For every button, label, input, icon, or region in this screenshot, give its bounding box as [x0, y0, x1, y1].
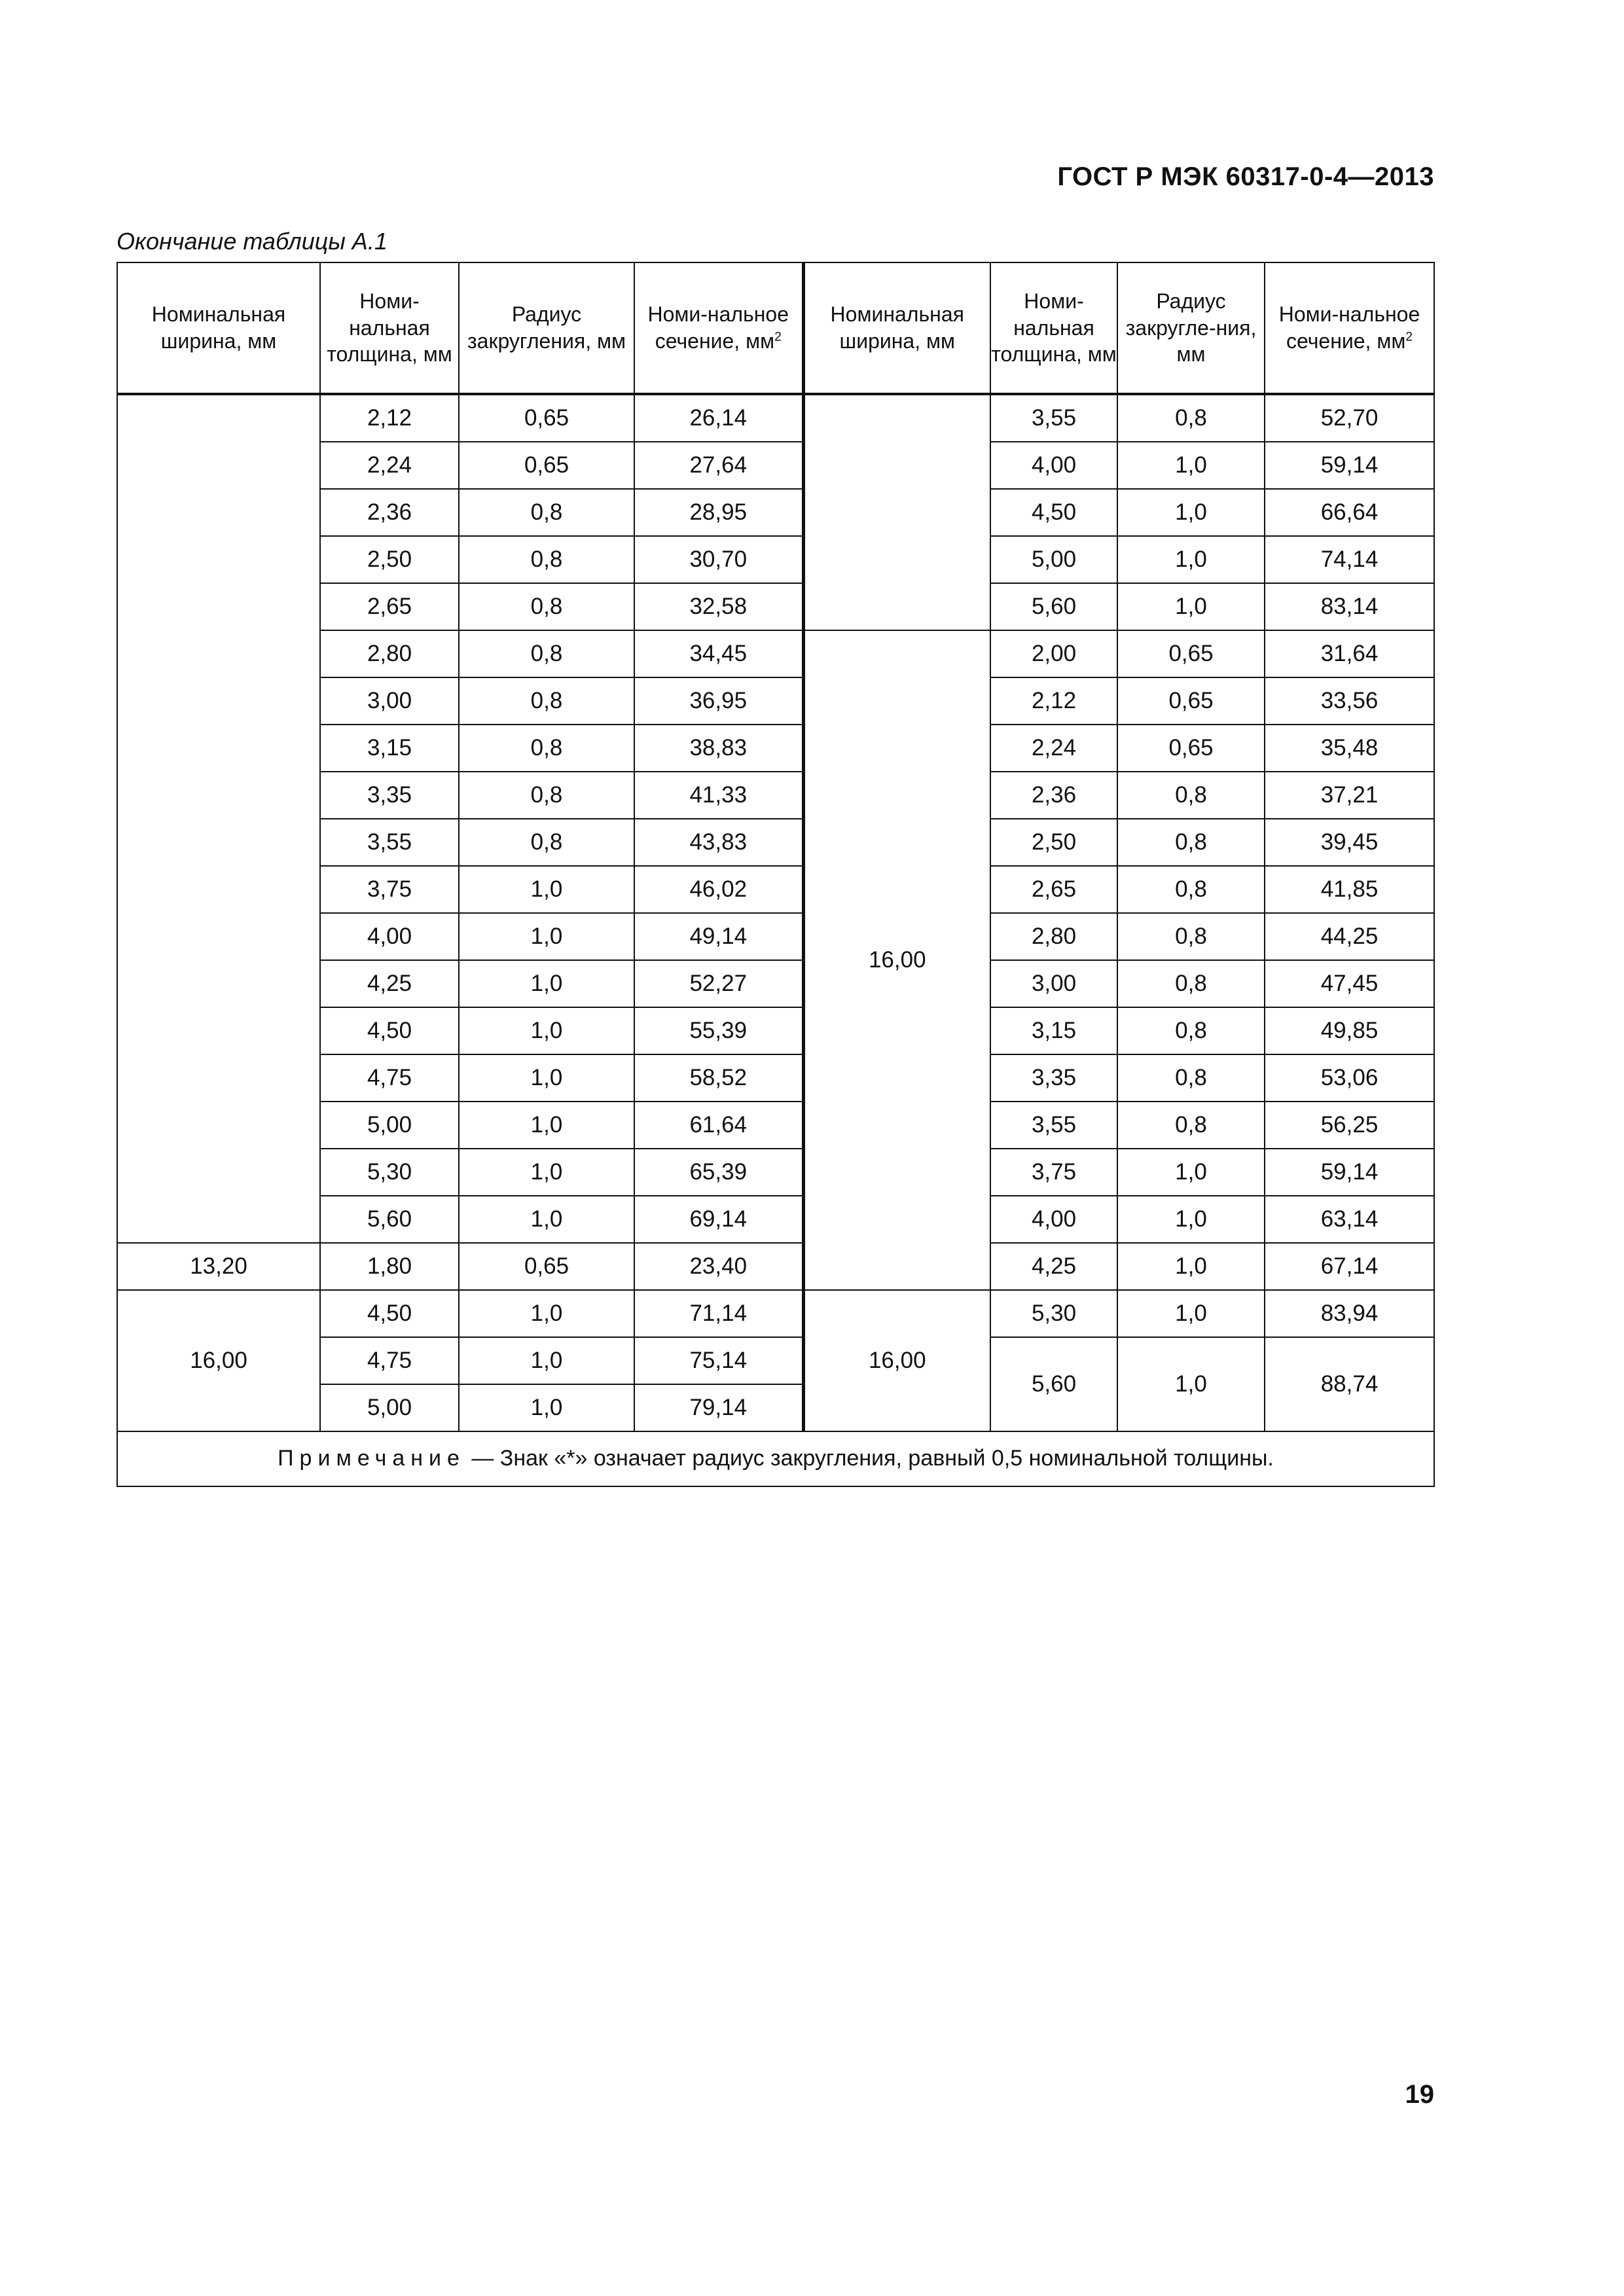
corner-radius-cell: 1,0: [459, 1007, 634, 1054]
nominal-section-cell: 71,14: [634, 1290, 803, 1337]
corner-radius-cell: 0,8: [1117, 866, 1265, 913]
nominal-thickness-cell: 3,15: [320, 725, 459, 772]
nominal-section-cell: 41,85: [1265, 866, 1434, 913]
corner-radius-cell: 0,65: [459, 394, 634, 442]
table-caption: Окончание таблицы А.1: [117, 228, 388, 255]
table-note: [117, 1431, 1434, 1486]
corner-radius-cell: 1,0: [1117, 1290, 1265, 1337]
corner-radius-cell: 1,0: [459, 913, 634, 960]
nominal-section-cell: 61,64: [634, 1102, 803, 1149]
unit-power: 2: [1405, 330, 1413, 344]
corner-radius-cell: 1,0: [459, 1290, 634, 1337]
header-nominal-width-left: Номинальная ширина, мм: [117, 262, 320, 394]
nominal-thickness-cell: 3,55: [320, 819, 459, 866]
nominal-section-cell: 69,14: [634, 1196, 803, 1243]
nominal-thickness-cell: 3,75: [990, 1149, 1117, 1196]
nominal-width-cell: 13,20: [117, 1243, 320, 1290]
nominal-section-cell: 53,06: [1265, 1054, 1434, 1102]
nominal-thickness-cell: 5,60: [990, 583, 1117, 630]
nominal-section-cell: 36,95: [634, 677, 803, 725]
nominal-thickness-cell: 2,65: [320, 583, 459, 630]
nominal-section-cell: 49,14: [634, 913, 803, 960]
nominal-section-cell: 52,70: [1265, 394, 1434, 442]
note-label: Примечание: [278, 1446, 465, 1471]
nominal-thickness-cell: 5,60: [320, 1196, 459, 1243]
header-nominal-thickness-right: Номи-нальная толщина, мм: [990, 262, 1117, 394]
dimensions-table: [117, 262, 1435, 1487]
nominal-thickness-cell: 2,12: [990, 677, 1117, 725]
header-nominal-section-left: [634, 262, 803, 394]
header-nominal-width-right: Номинальная ширина, мм: [803, 262, 990, 394]
header-nominal-thickness-left: Номи-нальная толщина, мм: [320, 262, 459, 394]
nominal-thickness-cell: 5,00: [320, 1102, 459, 1149]
header-corner-radius-left: Радиус закругления, мм: [459, 262, 634, 394]
corner-radius-cell: 0,65: [1117, 725, 1265, 772]
corner-radius-cell: 1,0: [1117, 1243, 1265, 1290]
corner-radius-cell: 1,0: [1117, 583, 1265, 630]
nominal-section-cell: 59,14: [1265, 442, 1434, 489]
corner-radius-cell: 1,0: [459, 960, 634, 1007]
nominal-section-cell: 44,25: [1265, 913, 1434, 960]
nominal-section-cell: 37,21: [1265, 772, 1434, 819]
nominal-thickness-cell: 2,24: [320, 442, 459, 489]
nominal-section-cell: 66,64: [1265, 489, 1434, 536]
corner-radius-cell: 1,0: [459, 866, 634, 913]
nominal-section-cell: 31,64: [1265, 630, 1434, 677]
corner-radius-cell: 1,0: [1117, 1149, 1265, 1196]
nominal-thickness-cell: 2,80: [320, 630, 459, 677]
nominal-width-cell: 16,00: [803, 630, 990, 1290]
nominal-section-cell: 41,33: [634, 772, 803, 819]
nominal-thickness-cell: 4,00: [990, 442, 1117, 489]
nominal-section-cell: 75,14: [634, 1337, 803, 1384]
corner-radius-cell: 1,0: [1117, 442, 1265, 489]
nominal-section-cell: 47,45: [1265, 960, 1434, 1007]
corner-radius-cell: 0,8: [459, 677, 634, 725]
nominal-thickness-cell: 3,55: [990, 394, 1117, 442]
corner-radius-cell: 1,0: [459, 1149, 634, 1196]
nominal-section-cell: 83,14: [1265, 583, 1434, 630]
corner-radius-cell: 0,8: [1117, 819, 1265, 866]
nominal-thickness-cell: 5,00: [320, 1384, 459, 1431]
nominal-thickness-cell: 3,35: [320, 772, 459, 819]
nominal-section-cell: 88,74: [1265, 1337, 1434, 1431]
table-header: [117, 262, 1434, 394]
corner-radius-cell: 0,8: [459, 819, 634, 866]
nominal-width-cell: [117, 394, 320, 1243]
nominal-thickness-cell: 2,50: [320, 536, 459, 583]
nominal-thickness-cell: 2,65: [990, 866, 1117, 913]
nominal-thickness-cell: 4,50: [320, 1290, 459, 1337]
nominal-section-cell: 58,52: [634, 1054, 803, 1102]
nominal-width-cell: 16,00: [803, 1290, 990, 1431]
corner-radius-cell: 1,0: [1117, 1196, 1265, 1243]
note-row: [117, 1431, 1434, 1486]
nominal-section-cell: 33,56: [1265, 677, 1434, 725]
nominal-width-cell: 16,00: [117, 1290, 320, 1431]
corner-radius-cell: 1,0: [1117, 489, 1265, 536]
corner-radius-cell: 0,8: [1117, 772, 1265, 819]
nominal-thickness-cell: 5,30: [990, 1290, 1117, 1337]
nominal-section-cell: 23,40: [634, 1243, 803, 1290]
nominal-thickness-cell: 4,00: [990, 1196, 1117, 1243]
header-nominal-section-right-text: Номи-нальное сечение, мм: [1278, 302, 1420, 353]
page-number: 19: [1405, 2080, 1434, 2109]
nominal-section-cell: 27,64: [634, 442, 803, 489]
corner-radius-cell: 1,0: [1117, 1337, 1265, 1431]
corner-radius-cell: 0,65: [459, 1243, 634, 1290]
nominal-section-cell: 63,14: [1265, 1196, 1434, 1243]
nominal-thickness-cell: 5,60: [990, 1337, 1117, 1431]
document-id-header: ГОСТ Р МЭК 60317-0-4—2013: [1057, 162, 1434, 191]
table-row: [117, 1243, 1434, 1290]
unit-power: 2: [774, 330, 782, 344]
nominal-thickness-cell: 1,80: [320, 1243, 459, 1290]
nominal-thickness-cell: 5,30: [320, 1149, 459, 1196]
nominal-section-cell: 52,27: [634, 960, 803, 1007]
nominal-thickness-cell: 4,75: [320, 1337, 459, 1384]
nominal-section-cell: 83,94: [1265, 1290, 1434, 1337]
nominal-thickness-cell: 2,36: [320, 489, 459, 536]
table-row: [117, 394, 1434, 442]
corner-radius-cell: 0,8: [459, 583, 634, 630]
corner-radius-cell: 1,0: [459, 1054, 634, 1102]
corner-radius-cell: 0,65: [1117, 630, 1265, 677]
nominal-thickness-cell: 5,00: [990, 536, 1117, 583]
corner-radius-cell: 0,8: [1117, 1007, 1265, 1054]
nominal-thickness-cell: 2,00: [990, 630, 1117, 677]
nominal-section-cell: 46,02: [634, 866, 803, 913]
nominal-section-cell: 49,85: [1265, 1007, 1434, 1054]
corner-radius-cell: 0,65: [459, 442, 634, 489]
nominal-section-cell: 67,14: [1265, 1243, 1434, 1290]
nominal-section-cell: 26,14: [634, 394, 803, 442]
nominal-thickness-cell: 4,25: [990, 1243, 1117, 1290]
nominal-thickness-cell: 3,15: [990, 1007, 1117, 1054]
nominal-section-cell: 65,39: [634, 1149, 803, 1196]
corner-radius-cell: 1,0: [459, 1384, 634, 1431]
nominal-thickness-cell: 3,00: [990, 960, 1117, 1007]
nominal-section-cell: 32,58: [634, 583, 803, 630]
table-body: [117, 394, 1434, 1431]
nominal-section-cell: 35,48: [1265, 725, 1434, 772]
corner-radius-cell: 0,8: [1117, 913, 1265, 960]
corner-radius-cell: 0,8: [459, 536, 634, 583]
nominal-section-cell: 28,95: [634, 489, 803, 536]
header-corner-radius-right: Радиус закругле-ния, мм: [1117, 262, 1265, 394]
corner-radius-cell: 0,8: [459, 772, 634, 819]
nominal-thickness-cell: 4,75: [320, 1054, 459, 1102]
nominal-thickness-cell: 3,75: [320, 866, 459, 913]
nominal-thickness-cell: 4,50: [990, 489, 1117, 536]
nominal-section-cell: 79,14: [634, 1384, 803, 1431]
nominal-thickness-cell: 3,55: [990, 1102, 1117, 1149]
corner-radius-cell: 0,8: [1117, 394, 1265, 442]
note-text: — Знак «*» означает радиус закругления, равный 0,5 номинальной толщины.: [465, 1446, 1274, 1471]
nominal-thickness-cell: 2,36: [990, 772, 1117, 819]
nominal-section-cell: 43,83: [634, 819, 803, 866]
nominal-width-cell: [803, 394, 990, 630]
nominal-section-cell: 34,45: [634, 630, 803, 677]
nominal-section-cell: 55,39: [634, 1007, 803, 1054]
corner-radius-cell: 0,8: [1117, 1054, 1265, 1102]
corner-radius-cell: 0,8: [459, 630, 634, 677]
nominal-thickness-cell: 2,80: [990, 913, 1117, 960]
nominal-section-cell: 30,70: [634, 536, 803, 583]
nominal-section-cell: 38,83: [634, 725, 803, 772]
corner-radius-cell: 1,0: [459, 1337, 634, 1384]
nominal-thickness-cell: 4,00: [320, 913, 459, 960]
nominal-section-cell: 39,45: [1265, 819, 1434, 866]
corner-radius-cell: 1,0: [459, 1102, 634, 1149]
nominal-section-cell: 56,25: [1265, 1102, 1434, 1149]
nominal-thickness-cell: 3,35: [990, 1054, 1117, 1102]
nominal-thickness-cell: 2,12: [320, 394, 459, 442]
nominal-thickness-cell: 4,25: [320, 960, 459, 1007]
nominal-section-cell: 74,14: [1265, 536, 1434, 583]
header-nominal-section-right: [1265, 262, 1434, 394]
header-nominal-section-left-text: Номи-нальное сечение, мм: [647, 302, 789, 353]
table-row: [117, 1290, 1434, 1337]
corner-radius-cell: 0,65: [1117, 677, 1265, 725]
corner-radius-cell: 1,0: [459, 1196, 634, 1243]
nominal-section-cell: 59,14: [1265, 1149, 1434, 1196]
nominal-thickness-cell: 4,50: [320, 1007, 459, 1054]
nominal-thickness-cell: 3,00: [320, 677, 459, 725]
corner-radius-cell: 0,8: [1117, 1102, 1265, 1149]
nominal-thickness-cell: 2,24: [990, 725, 1117, 772]
corner-radius-cell: 0,8: [1117, 960, 1265, 1007]
corner-radius-cell: 1,0: [1117, 536, 1265, 583]
corner-radius-cell: 0,8: [459, 489, 634, 536]
corner-radius-cell: 0,8: [459, 725, 634, 772]
nominal-thickness-cell: 2,50: [990, 819, 1117, 866]
